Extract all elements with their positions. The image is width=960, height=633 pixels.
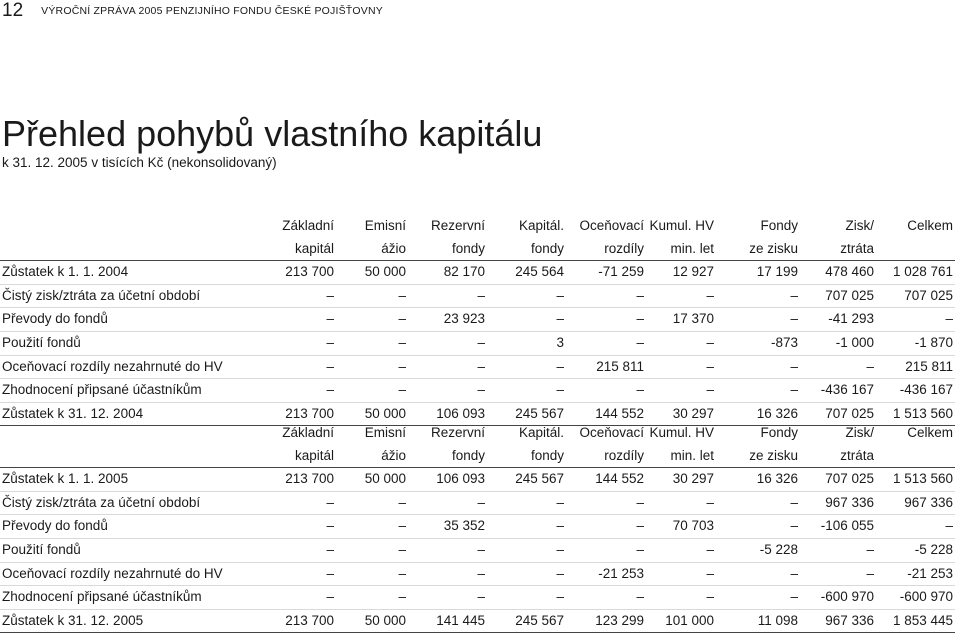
- table-cell: –: [487, 515, 566, 539]
- table-cell: 245 567: [487, 609, 566, 633]
- row-label: Oceňovací rozdíly nezahrnuté do HV: [0, 355, 258, 379]
- column-header: ze zisku: [749, 447, 798, 463]
- table-row: [0, 308, 955, 332]
- table-cell: -5 228: [716, 538, 800, 562]
- table-cell: –: [258, 491, 336, 515]
- column-header: Emisní: [364, 425, 406, 440]
- table-cell: 106 093: [408, 402, 487, 426]
- table-cell: -436 167: [800, 379, 876, 403]
- table-cell: –: [646, 355, 716, 379]
- table-cell: –: [336, 308, 408, 332]
- row-label: Zhodnocení připsané účastníkům: [0, 586, 258, 610]
- table-cell: -41 293: [800, 308, 876, 332]
- table-cell: 30 297: [646, 402, 716, 426]
- column-header: Rezervní: [430, 425, 485, 440]
- table-cell: –: [336, 331, 408, 355]
- table-cell: 707 025: [800, 284, 876, 308]
- header-blank: [0, 422, 258, 445]
- column-header: Oceňovací: [579, 425, 644, 440]
- table-cell: 1 513 560: [876, 468, 955, 492]
- table-cell: –: [646, 284, 716, 308]
- table-cell: 1 028 761: [876, 261, 955, 285]
- equity-table-2005: [0, 422, 955, 633]
- table-cell: –: [566, 284, 646, 308]
- table-cell: 50 000: [336, 261, 408, 285]
- table-cell: 17 370: [646, 308, 716, 332]
- table-cell: 12 927: [646, 261, 716, 285]
- table-cell: -1 000: [800, 331, 876, 355]
- column-header: Fondy: [760, 425, 798, 440]
- table-cell: -600 970: [800, 586, 876, 610]
- table-cell: 245 567: [487, 402, 566, 426]
- table-cell: –: [566, 379, 646, 403]
- header-blank: [0, 238, 258, 261]
- column-header: min. let: [670, 447, 714, 463]
- table-cell: –: [258, 355, 336, 379]
- column-header-row: [0, 422, 955, 445]
- table-cell: –: [716, 515, 800, 539]
- table-cell: –: [336, 284, 408, 308]
- column-header: Zisk/: [845, 425, 874, 440]
- table-cell: 50 000: [336, 609, 408, 633]
- table-row: [0, 609, 955, 633]
- row-label: Oceňovací rozdíly nezahrnuté do HV: [0, 562, 258, 586]
- table-cell: –: [566, 308, 646, 332]
- table-cell: 70 703: [646, 515, 716, 539]
- table-cell: -436 167: [876, 379, 955, 403]
- column-header: fondy: [451, 447, 485, 463]
- table-cell: 967 336: [800, 609, 876, 633]
- table-row: [0, 515, 955, 539]
- table-cell: –: [336, 515, 408, 539]
- table-cell: 215 811: [566, 355, 646, 379]
- column-header: Rezervní: [430, 218, 485, 233]
- column-header: kapitál: [294, 240, 334, 256]
- table-cell: –: [487, 538, 566, 562]
- table-cell: –: [716, 308, 800, 332]
- table-cell: 213 700: [258, 261, 336, 285]
- table-cell: -71 259: [566, 261, 646, 285]
- table-cell: -5 228: [876, 538, 955, 562]
- table-cell: 141 445: [408, 609, 487, 633]
- row-label: Převody do fondů: [0, 308, 258, 332]
- table-cell: –: [716, 355, 800, 379]
- column-header: [876, 238, 955, 261]
- table-cell: –: [646, 331, 716, 355]
- column-header: Kumul. HV: [649, 425, 714, 440]
- row-label: Zůstatek k 1. 1. 2005: [0, 468, 258, 492]
- table-row: [0, 468, 955, 492]
- column-header: Fondy: [760, 218, 798, 233]
- table-cell: 1 513 560: [876, 402, 955, 426]
- table-cell: –: [258, 331, 336, 355]
- column-header: fondy: [530, 240, 564, 256]
- column-header: Celkem: [907, 218, 953, 233]
- table-cell: 1 853 445: [876, 609, 955, 633]
- table-cell: 967 336: [800, 491, 876, 515]
- column-header: Celkem: [907, 425, 953, 440]
- table-cell: 215 811: [876, 355, 955, 379]
- table-row: [0, 562, 955, 586]
- column-header: ztráta: [840, 447, 874, 463]
- column-header-row: [0, 238, 955, 261]
- table-row: [0, 491, 955, 515]
- table-cell: –: [646, 491, 716, 515]
- table-cell: –: [566, 331, 646, 355]
- column-header: Základní: [282, 218, 334, 233]
- table-cell: –: [408, 586, 487, 610]
- table-cell: –: [566, 586, 646, 610]
- column-header: Kapitál.: [518, 425, 564, 440]
- column-header: Oceňovací: [579, 218, 644, 233]
- table-cell: 213 700: [258, 402, 336, 426]
- table-cell: –: [800, 355, 876, 379]
- table-cell: –: [408, 491, 487, 515]
- equity-table-2004: [0, 215, 955, 426]
- column-header: ážio: [381, 240, 406, 256]
- table-cell: –: [408, 284, 487, 308]
- column-header: Základní: [282, 425, 334, 440]
- table-cell: 144 552: [566, 402, 646, 426]
- table-cell: –: [800, 562, 876, 586]
- table-cell: –: [258, 284, 336, 308]
- table-cell: 16 326: [716, 468, 800, 492]
- table-row: [0, 586, 955, 610]
- table-cell: 50 000: [336, 402, 408, 426]
- table-cell: –: [716, 284, 800, 308]
- table-cell: –: [336, 586, 408, 610]
- column-header: Emisní: [364, 218, 406, 233]
- table-cell: –: [408, 538, 487, 562]
- table-cell: –: [408, 562, 487, 586]
- table-cell: 707 025: [800, 402, 876, 426]
- table-cell: –: [566, 491, 646, 515]
- table-cell: –: [487, 355, 566, 379]
- table-cell: –: [566, 538, 646, 562]
- column-header: kapitál: [294, 447, 334, 463]
- column-header-row: [0, 445, 955, 468]
- table-cell: 11 098: [716, 609, 800, 633]
- header-blank: [0, 445, 258, 468]
- table-cell: 106 093: [408, 468, 487, 492]
- row-label: Použití fondů: [0, 538, 258, 562]
- table-cell: -21 253: [566, 562, 646, 586]
- table-cell: 17 199: [716, 261, 800, 285]
- row-label: Čistý zisk/ztráta za účetní období: [0, 284, 258, 308]
- table-row: [0, 355, 955, 379]
- row-label: Čistý zisk/ztráta za účetní období: [0, 491, 258, 515]
- table-cell: –: [876, 308, 955, 332]
- table-cell: -106 055: [800, 515, 876, 539]
- table-cell: 3: [487, 331, 566, 355]
- table-cell: –: [487, 491, 566, 515]
- table-cell: 213 700: [258, 609, 336, 633]
- header-blank: [0, 215, 258, 238]
- table-cell: –: [646, 379, 716, 403]
- table-cell: 30 297: [646, 468, 716, 492]
- table-cell: –: [408, 355, 487, 379]
- column-header-row: [0, 215, 955, 238]
- table-cell: 478 460: [800, 261, 876, 285]
- table-cell: –: [487, 308, 566, 332]
- column-header: Kapitál.: [518, 218, 564, 233]
- table-cell: –: [646, 538, 716, 562]
- column-header: [876, 445, 955, 468]
- table-cell: –: [646, 586, 716, 610]
- table-cell: 35 352: [408, 515, 487, 539]
- column-header: rozdíly: [604, 447, 644, 463]
- table-cell: 213 700: [258, 468, 336, 492]
- table-cell: 16 326: [716, 402, 800, 426]
- table-cell: –: [487, 284, 566, 308]
- table-cell: 967 336: [876, 491, 955, 515]
- column-header: min. let: [670, 240, 714, 256]
- table-cell: 23 923: [408, 308, 487, 332]
- column-header: fondy: [451, 240, 485, 256]
- table-cell: –: [408, 331, 487, 355]
- report-title: VÝROČNÍ ZPRÁVA 2005 PENZIJNÍHO FONDU ČESKÉ POJIŠŤOVNY: [41, 5, 383, 17]
- column-header: ztráta: [840, 240, 874, 256]
- table-cell: 707 025: [800, 468, 876, 492]
- row-label: Použití fondů: [0, 331, 258, 355]
- row-label: Převody do fondů: [0, 515, 258, 539]
- table-cell: –: [336, 562, 408, 586]
- row-label: Zůstatek k 31. 12. 2005: [0, 609, 258, 633]
- page-number: 12: [2, 0, 24, 21]
- table-cell: –: [258, 586, 336, 610]
- table-cell: –: [716, 586, 800, 610]
- table-cell: –: [716, 491, 800, 515]
- page-header: [2, 0, 383, 22]
- table-cell: 82 170: [408, 261, 487, 285]
- table-cell: –: [646, 562, 716, 586]
- table-row: [0, 538, 955, 562]
- table-cell: –: [716, 562, 800, 586]
- table-cell: -21 253: [876, 562, 955, 586]
- table-cell: -1 870: [876, 331, 955, 355]
- page-subtitle: k 31. 12. 2005 v tisících Kč (nekonsolidovaný): [2, 155, 277, 170]
- table-cell: –: [258, 562, 336, 586]
- table-cell: 245 567: [487, 468, 566, 492]
- table-cell: –: [258, 308, 336, 332]
- table-cell: -873: [716, 331, 800, 355]
- table-cell: –: [800, 538, 876, 562]
- table-cell: 707 025: [876, 284, 955, 308]
- table-cell: –: [336, 355, 408, 379]
- table-row: [0, 331, 955, 355]
- table-cell: –: [487, 379, 566, 403]
- table-cell: –: [336, 538, 408, 562]
- column-header: fondy: [530, 447, 564, 463]
- page-title: Přehled pohybů vlastního kapitálu: [2, 113, 543, 154]
- table-row: [0, 261, 955, 285]
- column-header: ze zisku: [749, 240, 798, 256]
- table-cell: –: [258, 515, 336, 539]
- table-cell: -600 970: [876, 586, 955, 610]
- table-row: [0, 284, 955, 308]
- table-cell: –: [487, 562, 566, 586]
- table-cell: 50 000: [336, 468, 408, 492]
- table-cell: 245 564: [487, 261, 566, 285]
- column-header: Kumul. HV: [649, 218, 714, 233]
- table-cell: –: [336, 379, 408, 403]
- table-cell: 123 299: [566, 609, 646, 633]
- table-cell: –: [876, 515, 955, 539]
- table-cell: –: [258, 379, 336, 403]
- table-cell: –: [487, 586, 566, 610]
- table-cell: –: [408, 379, 487, 403]
- column-header: rozdíly: [604, 240, 644, 256]
- row-label: Zůstatek k 1. 1. 2004: [0, 261, 258, 285]
- row-label: Zhodnocení připsané účastníkům: [0, 379, 258, 403]
- table-row: [0, 379, 955, 403]
- table-cell: –: [566, 515, 646, 539]
- table-cell: –: [716, 379, 800, 403]
- column-header: ážio: [381, 447, 406, 463]
- table-cell: –: [258, 538, 336, 562]
- row-label: Zůstatek k 31. 12. 2004: [0, 402, 258, 426]
- column-header: Zisk/: [845, 218, 874, 233]
- table-cell: –: [336, 491, 408, 515]
- table-cell: 101 000: [646, 609, 716, 633]
- table-cell: 144 552: [566, 468, 646, 492]
